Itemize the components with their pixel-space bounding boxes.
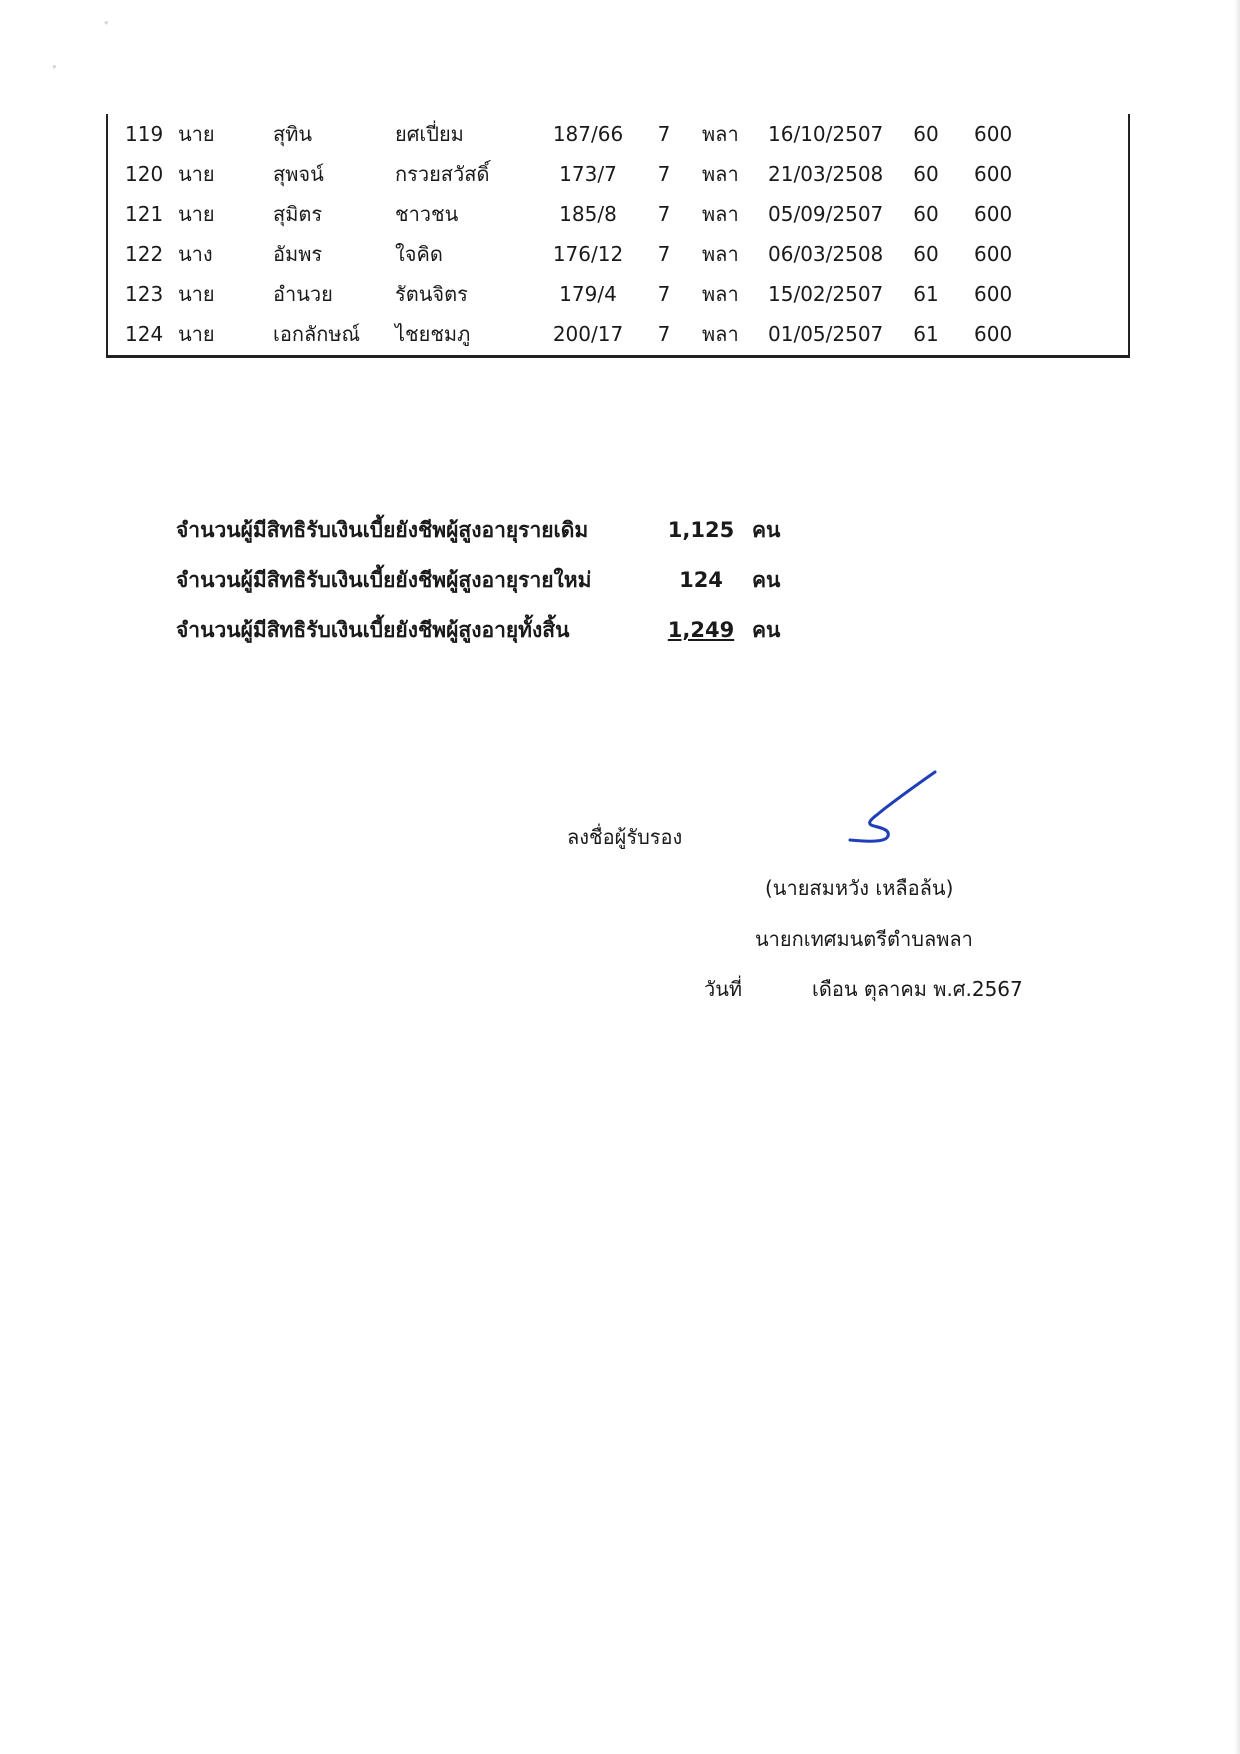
scan-mark: ﾞ (52, 65, 59, 81)
village-number: 7 (657, 322, 671, 346)
last-name: รัตนจิตร (395, 282, 468, 306)
village-number: 7 (657, 162, 671, 186)
allowance-amount: 600 (974, 202, 1013, 226)
name-title: นาย (178, 162, 215, 186)
row-number: 124 (125, 322, 164, 346)
name-title: นาย (178, 202, 215, 226)
table-row (108, 114, 1128, 154)
age: 60 (913, 162, 939, 186)
summary-count: 1,125 (667, 518, 735, 542)
birth-date: 15/02/2507 (768, 282, 884, 306)
date-month-year: เดือน ตุลาคม พ.ศ.2567 (812, 977, 1023, 1001)
birth-date: 16/10/2507 (768, 122, 884, 146)
house-number: 187/66 (552, 122, 624, 146)
summary-unit: คน (752, 518, 781, 542)
first-name: สุมิตร (273, 202, 323, 226)
table-row (108, 234, 1128, 274)
summary-count: 124 (679, 568, 723, 592)
village-number: 7 (657, 202, 671, 226)
subdistrict: พลา (702, 202, 739, 226)
summary-count-total: 1,249 (667, 618, 735, 642)
age: 61 (913, 322, 939, 346)
village-number: 7 (657, 282, 671, 306)
row-number: 120 (125, 162, 164, 186)
subdistrict: พลา (702, 162, 739, 186)
row-number: 119 (125, 122, 164, 146)
age: 60 (913, 202, 939, 226)
allowance-amount: 600 (974, 322, 1013, 346)
row-number: 123 (125, 282, 164, 306)
allowance-amount: 600 (974, 122, 1013, 146)
name-title: นาง (178, 242, 213, 266)
table-row (108, 314, 1128, 354)
house-number: 176/12 (552, 242, 624, 266)
birth-date: 01/05/2507 (768, 322, 884, 346)
last-name: ยศเปี่ยม (395, 122, 464, 146)
table-row (108, 154, 1128, 194)
first-name: เอกลักษณ์ (273, 322, 361, 346)
first-name: อัมพร (273, 242, 323, 266)
age: 60 (913, 122, 939, 146)
subdistrict: พลา (702, 122, 739, 146)
summary-unit: คน (752, 618, 781, 642)
table-row (108, 194, 1128, 234)
summary-label: จำนวนผู้มีสิทธิรับเงินเบี้ยยังชีพผู้สูงอายุรายใหม่ (176, 568, 592, 592)
last-name: กรวยสวัสดิ์ (395, 162, 490, 186)
birth-date: 05/09/2507 (768, 202, 884, 226)
first-name: สุพจน์ (273, 162, 324, 186)
subdistrict: พลา (702, 322, 739, 346)
birth-date: 21/03/2508 (768, 162, 884, 186)
scan-mark: ﾞ (104, 21, 111, 37)
first-name: สุทิน (273, 122, 313, 146)
name-title: นาย (178, 322, 215, 346)
table-row (108, 274, 1128, 314)
allowance-amount: 600 (974, 282, 1013, 306)
name-title: นาย (178, 122, 215, 146)
sign-label: ลงชื่อผู้รับรอง (567, 825, 683, 849)
house-number: 200/17 (552, 322, 624, 346)
signer-position: นายกเทศมนตรีตำบลพลา (755, 927, 973, 951)
last-name: ใจคิด (395, 242, 443, 266)
summary-label: จำนวนผู้มีสิทธิรับเงินเบี้ยยังชีพผู้สูงอายุทั้งสิ้น (176, 618, 570, 642)
summary-label: จำนวนผู้มีสิทธิรับเงินเบี้ยยังชีพผู้สูงอายุรายเดิม (176, 518, 589, 542)
house-number: 185/8 (559, 202, 617, 226)
allowance-amount: 600 (974, 162, 1013, 186)
row-number: 122 (125, 242, 164, 266)
village-number: 7 (657, 122, 671, 146)
age: 61 (913, 282, 939, 306)
house-number: 179/4 (559, 282, 617, 306)
page-edge (1234, 0, 1240, 1754)
village-number: 7 (657, 242, 671, 266)
last-name: ไชยชมภู (395, 322, 471, 346)
subdistrict: พลา (702, 242, 739, 266)
row-number: 121 (125, 202, 164, 226)
name-title: นาย (178, 282, 215, 306)
allowance-amount: 600 (974, 242, 1013, 266)
last-name: ชาวชน (395, 202, 459, 226)
subdistrict: พลา (702, 282, 739, 306)
signer-name: (นายสมหวัง เหลือล้น) (765, 876, 954, 900)
signature (840, 768, 940, 848)
date-day-label: วันที่ (704, 977, 743, 1001)
beneficiary-table (106, 114, 1130, 358)
house-number: 173/7 (559, 162, 617, 186)
summary-unit: คน (752, 568, 781, 592)
first-name: อำนวย (273, 282, 333, 306)
birth-date: 06/03/2508 (768, 242, 884, 266)
age: 60 (913, 242, 939, 266)
